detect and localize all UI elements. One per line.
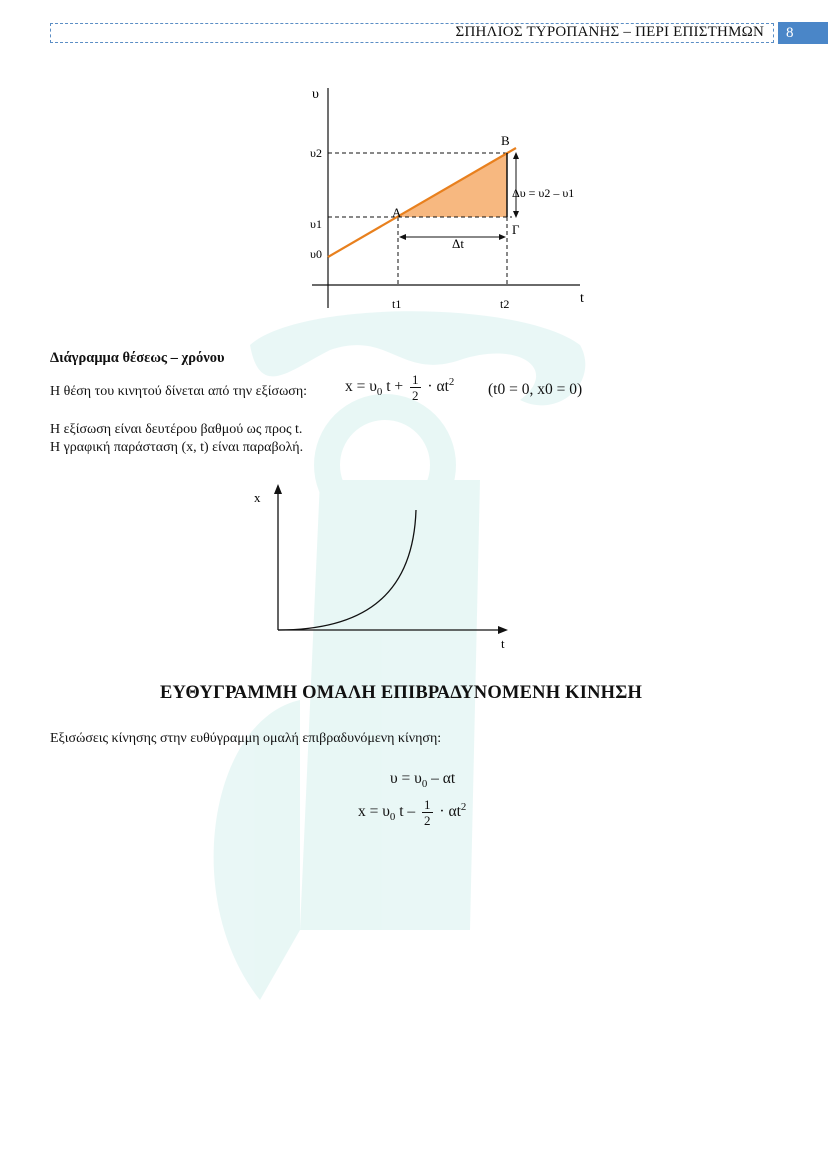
graph2-y-label: x [254, 490, 261, 505]
point-g-label: Γ [512, 222, 520, 237]
header-title: ΣΠΗΛΙΟΣ ΤΥΡΟΠΑΝΗΣ – ΠΕΡΙ ΕΠΙΣΤΗΜΩΝ [455, 24, 764, 40]
position-time-graph [248, 480, 518, 652]
x-axis-label: t [580, 291, 584, 306]
position-formula: $x = \upsilon_0$ t + $\frac{1}{2}$ · $\alpha t^2$ [345, 372, 455, 403]
fraction-one-half: $\frac{1}{2}$ [412, 372, 419, 403]
decel-eq-position: $x = \upsilon_0$ t – $\frac{1}{2}$ · $\alpha t^2$ [358, 797, 467, 828]
parabola-curve [278, 510, 416, 630]
point-a-label: A [392, 205, 402, 220]
page-number: 8 [778, 22, 828, 44]
decel-title: ΕΥΘΥΓΡΑΜΜΗ ΟΜΑΛΗ ΕΠΙΒΡΑΔΥΝΟΜΕΝΗ ΚΙΝΗΣΗ [160, 683, 643, 703]
point-b-label: B [501, 133, 510, 148]
tick-t1: t1 [392, 297, 402, 311]
initial-conditions: (t0 = 0, x0 = 0) [488, 381, 583, 398]
position-intro: Η θέση του κινητού δίνεται από την εξίσωση: [50, 384, 308, 399]
position-time-heading: Διάγραμμα θέσεως – χρόνου [50, 350, 225, 366]
fraction-one-half-2: $\frac{1}{2}$ [424, 797, 431, 828]
position-line-2: Η γραφική παράσταση (x, t) είναι παραβολή. [50, 440, 304, 455]
decel-intro: Εξισώσεις κίνησης στην ευθύγραμμη ομαλή επιβραδυνόμενη κίνηση: [50, 731, 442, 746]
delta-v-label: Δυ = υ2 – υ1 [512, 186, 575, 200]
tick-t2: t2 [500, 297, 510, 311]
velocity-time-diagram [290, 80, 600, 320]
tick-v0: υ0 [310, 247, 322, 261]
graph2-x-label: t [501, 636, 505, 651]
tick-v1: υ1 [310, 217, 322, 231]
y-axis-label: υ [312, 87, 319, 102]
position-line-1: Η εξίσωση είναι δευτέρου βαθμού ως προς t. [50, 422, 303, 437]
delta-t-label: Δt [452, 236, 464, 251]
tick-v2: υ2 [310, 146, 322, 160]
decel-eq-velocity: $\upsilon = \upsilon_0 - \alpha t$ [390, 770, 456, 791]
